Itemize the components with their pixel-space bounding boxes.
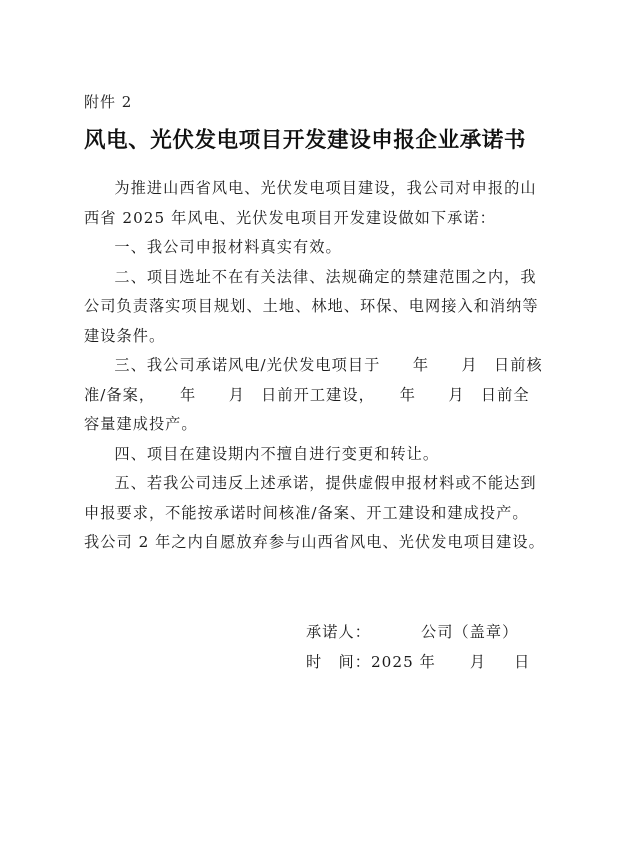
paragraph-commitment-2 <box>84 263 544 352</box>
document-page <box>84 92 544 558</box>
paragraph-commitment-5 <box>84 469 544 558</box>
text-line: 申报要求，不能按承诺时间核准/备案、开工建设和建成投产。 <box>84 503 529 522</box>
paragraph-commitment-3 <box>84 351 544 440</box>
document-title: 风电、光伏发电项目开发建设申报企业承诺书 <box>84 128 527 153</box>
text-line: 为推进山西省风电、光伏发电项目建设，我公司对申报的山 <box>114 179 537 197</box>
text-line: 建设条件。 <box>84 326 166 345</box>
signature-promisor-row <box>306 617 530 647</box>
date-day: 日 <box>514 653 531 671</box>
promisor-label: 承诺人： <box>306 623 371 641</box>
text-line: 二、项目选址不在有关法律、法规确定的禁建范围之内，我 <box>114 267 537 286</box>
paragraph-intro <box>84 174 544 233</box>
text-line: 准/备案， 年 月 日前开工建设， 年 月 日前全 <box>84 385 530 404</box>
date-year: 2025 年 <box>370 653 436 671</box>
paragraph-commitment-4 <box>84 440 544 470</box>
text-line: 公司负责落实项目规划、土地、林地、环保、电网接入和消纳等 <box>84 297 539 315</box>
date-label: 时 间： <box>306 653 371 671</box>
signature-date-row <box>306 647 530 677</box>
paragraph-commitment-1 <box>84 233 544 263</box>
date-month: 月 <box>469 653 487 671</box>
text-line: 西省 2025 年风电、光伏发电项目开发建设做如下承诺： <box>84 208 496 227</box>
text-line: 四、项目在建设期内不擅自进行变更和转让。 <box>114 444 440 463</box>
text-line: 一、我公司申报材料真实有效。 <box>114 238 342 256</box>
attachment-label: 附件 2 <box>84 93 133 111</box>
text-line: 我公司 2 年之内自愿放弃参与山西省风电、光伏发电项目建设。 <box>84 533 545 551</box>
document-body <box>84 174 544 558</box>
company-seal-label: 公司（盖章） <box>420 623 519 641</box>
text-line: 三、我公司承诺风电/光伏发电项目于 年 月 日前核 <box>114 356 543 374</box>
text-line: 五、若我公司违反上述承诺，提供虚假申报材料或不能达到 <box>114 474 537 492</box>
signature-block <box>306 617 530 677</box>
text-line: 容量建成投产。 <box>84 415 198 433</box>
